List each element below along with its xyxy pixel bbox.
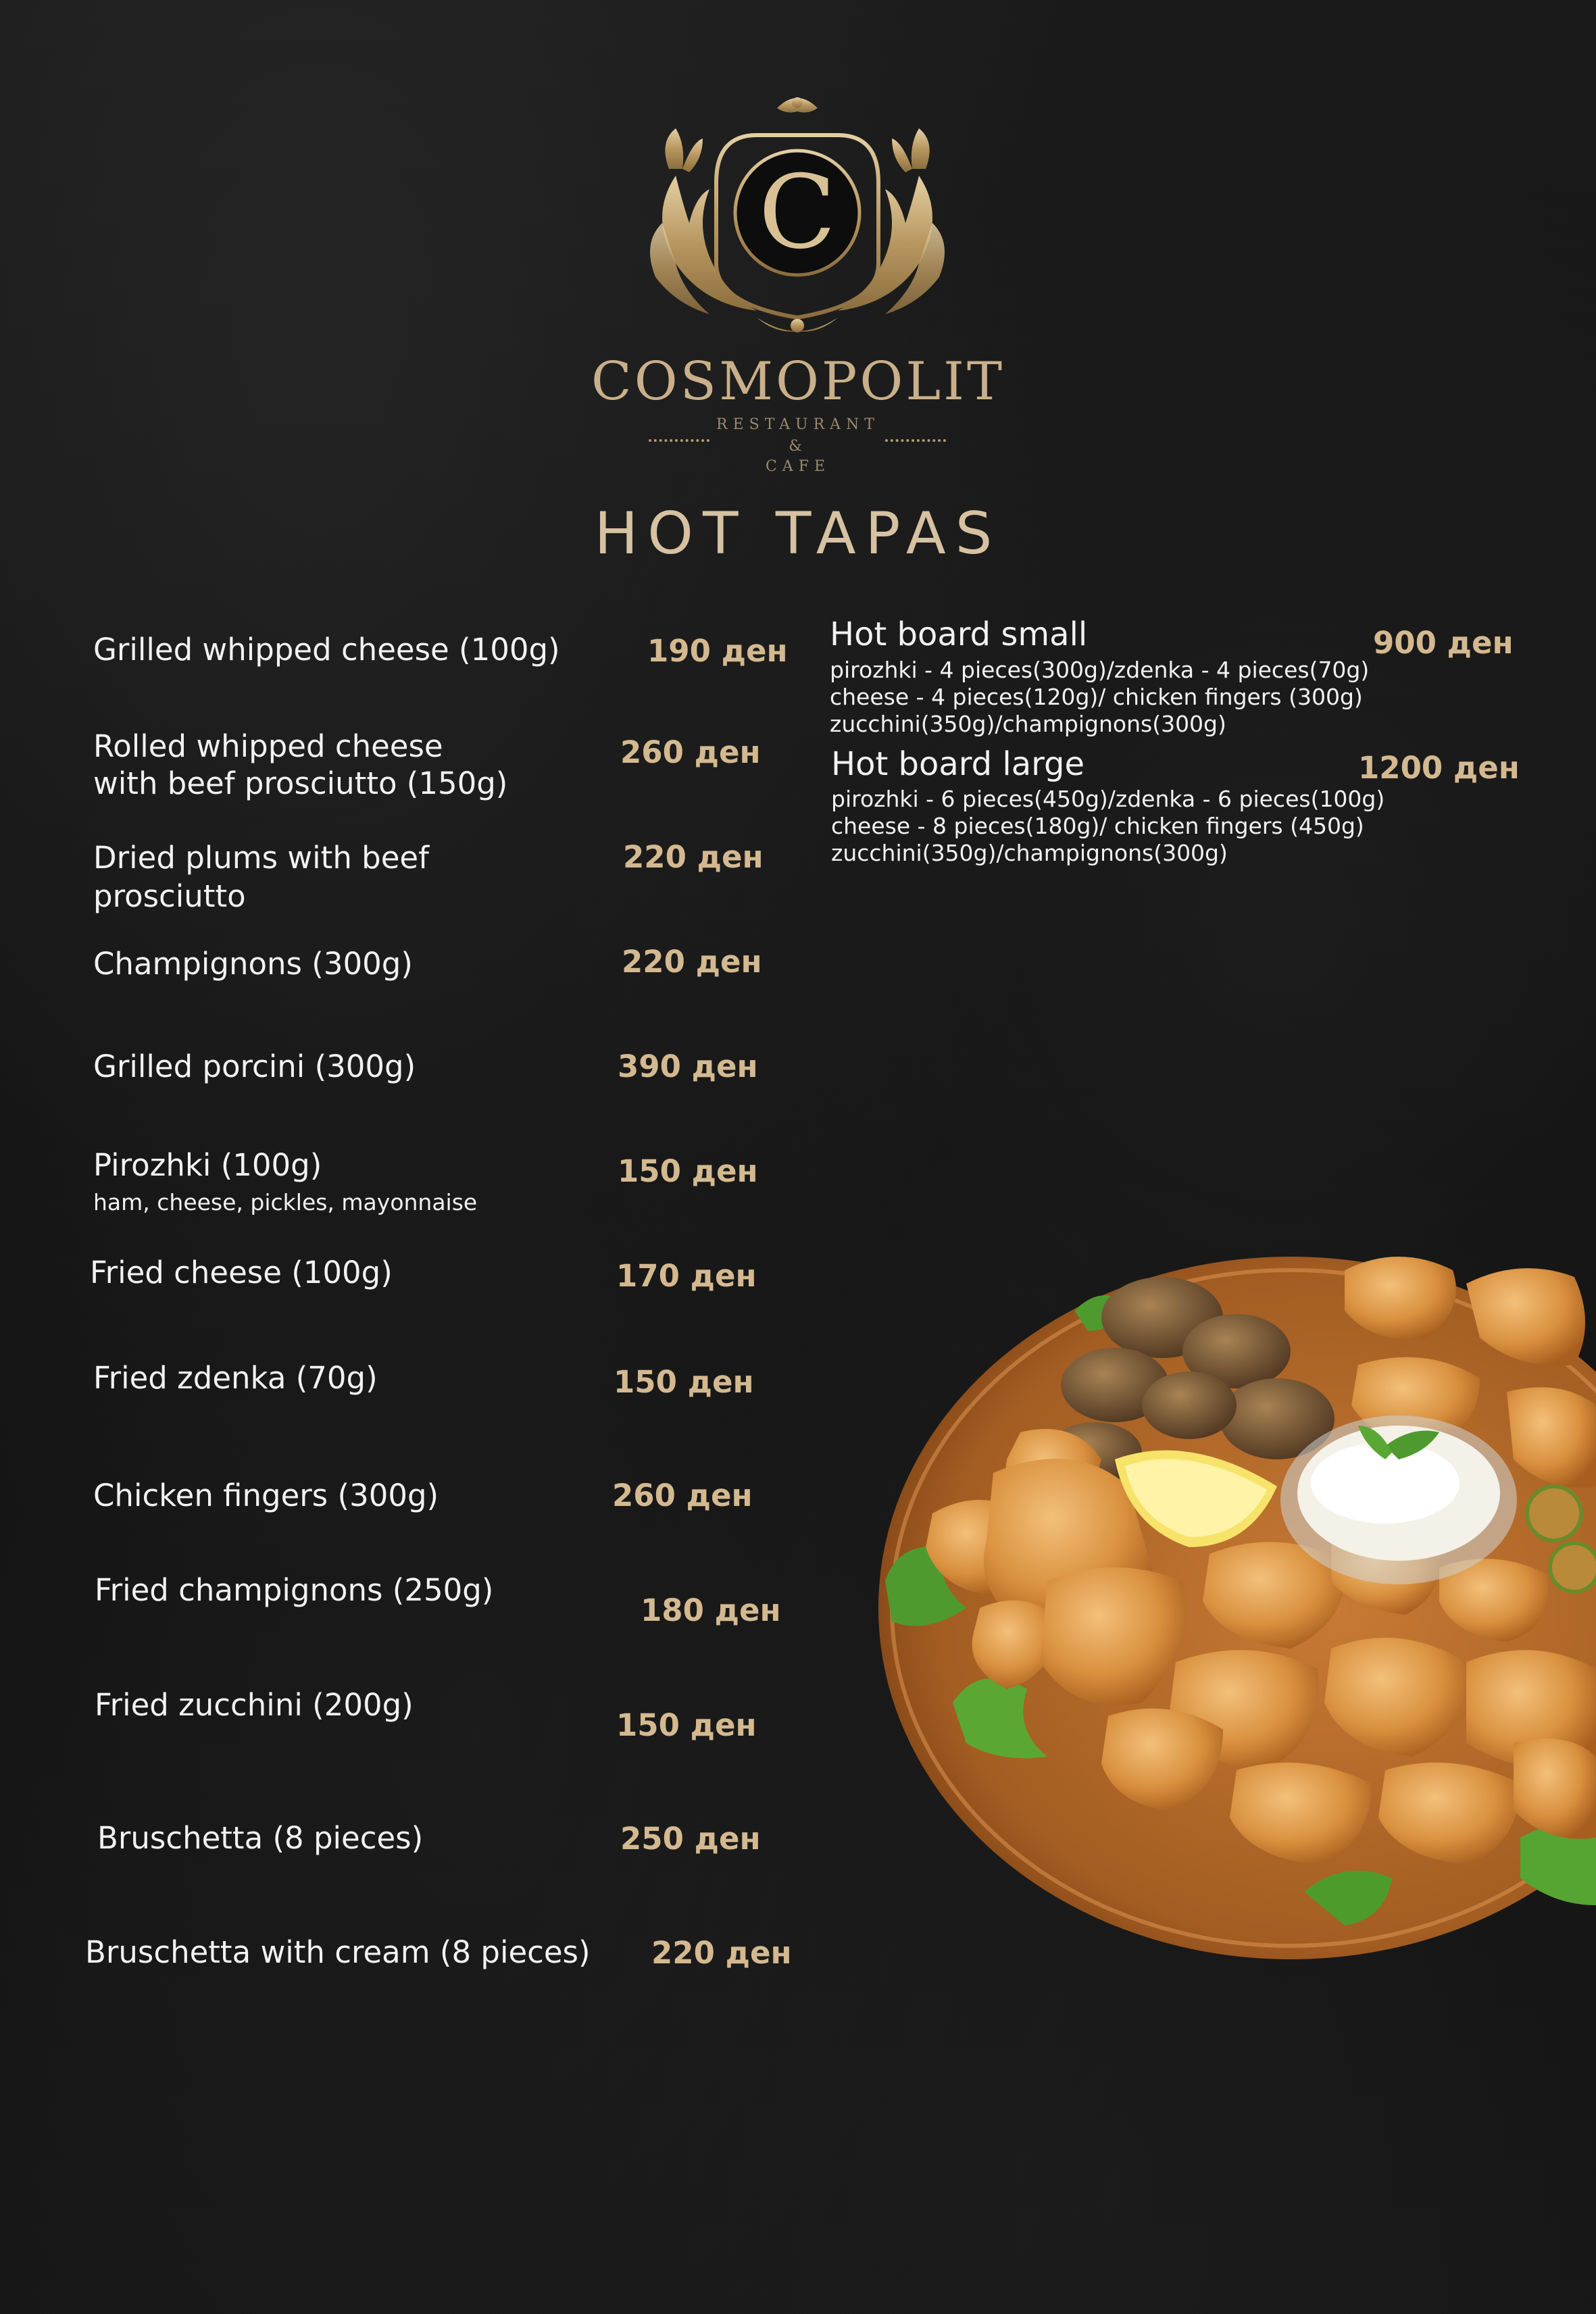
menu-item-price: 170 ден [616, 1258, 757, 1294]
logo-initial: C [758, 154, 837, 272]
menu-item-name: Champignons (300g) [93, 946, 413, 982]
board-description: cheese - 4 pieces(120g)/ chicken fingers (300g) [830, 684, 1363, 710]
menu-item-name: Grilled whipped cheese (100g) [93, 632, 560, 668]
board-price: 900 ден [1373, 625, 1514, 661]
board-name: Hot board small [830, 615, 1088, 653]
menu-item-price: 150 ден [614, 1364, 754, 1400]
menu-item-name: Fried zdenka (70g) [93, 1360, 378, 1396]
menu-item-price: 180 ден [641, 1592, 781, 1628]
brand-name: COSMOPOLIT [591, 351, 1005, 412]
menu-item-price: 260 ден [620, 734, 761, 770]
section-title: HOT TAPAS [594, 500, 1002, 568]
menu-item-name: Dried plums with beef [93, 840, 429, 876]
menu-item-price: 220 ден [651, 1935, 792, 1971]
menu-item-name: Fried cheese (100g) [90, 1255, 393, 1290]
brand-sub-ampersand: & [789, 438, 807, 455]
menu-item-price: 190 ден [647, 633, 788, 669]
board-description: pirozhki - 4 pieces(300g)/zdenka - 4 pieces(70g) [830, 657, 1370, 683]
menu-item-price: 150 ден [616, 1707, 757, 1743]
menu-item-name-cont: with beef prosciutto (150g) [93, 765, 508, 801]
menu-item-name: Chicken fingers (300g) [93, 1478, 439, 1513]
board-name: Hot board large [831, 745, 1085, 783]
menu-item-name: Bruschetta with cream (8 pieces) [85, 1934, 591, 1970]
board-price: 1200 ден [1358, 750, 1520, 786]
brand-sub-cafe: CAFE [765, 458, 831, 475]
menu-item-name-cont: prosciutto [93, 878, 246, 914]
menu-item-price: 260 ден [612, 1478, 753, 1513]
board-description: cheese - 8 pieces(180g)/ chicken fingers (450g) [831, 813, 1364, 839]
menu-item-price: 220 ден [623, 839, 764, 875]
menu-item-name: Pirozhki (100g) [93, 1147, 322, 1183]
menu-item-price: 220 ден [622, 944, 762, 980]
brand-sub-restaurant: RESTAURANT [716, 416, 880, 433]
menu-item-name: Grilled porcini (300g) [93, 1049, 416, 1084]
menu-item-price: 390 ден [618, 1049, 758, 1084]
menu-item-description: ham, cheese, pickles, mayonnaise [93, 1189, 478, 1215]
board-description: pirozhki - 6 pieces(450g)/zdenka - 6 pieces(100g) [831, 786, 1385, 812]
logo-emblem [622, 88, 973, 351]
menu-item-price: 150 ден [618, 1153, 758, 1189]
menu-item-name: Fried zucchini (200g) [95, 1687, 414, 1723]
menu-item-name: Fried champignons (250g) [95, 1572, 494, 1608]
fried-platter-image [872, 1230, 1596, 1986]
menu-item-name: Rolled whipped cheese [93, 728, 443, 764]
board-description: zucchini(350g)/champignons(300g) [830, 711, 1226, 737]
menu-item-price: 250 ден [620, 1821, 761, 1857]
menu-item-name: Bruschetta (8 pieces) [97, 1820, 424, 1856]
board-description: zucchini(350g)/champignons(300g) [831, 840, 1228, 866]
